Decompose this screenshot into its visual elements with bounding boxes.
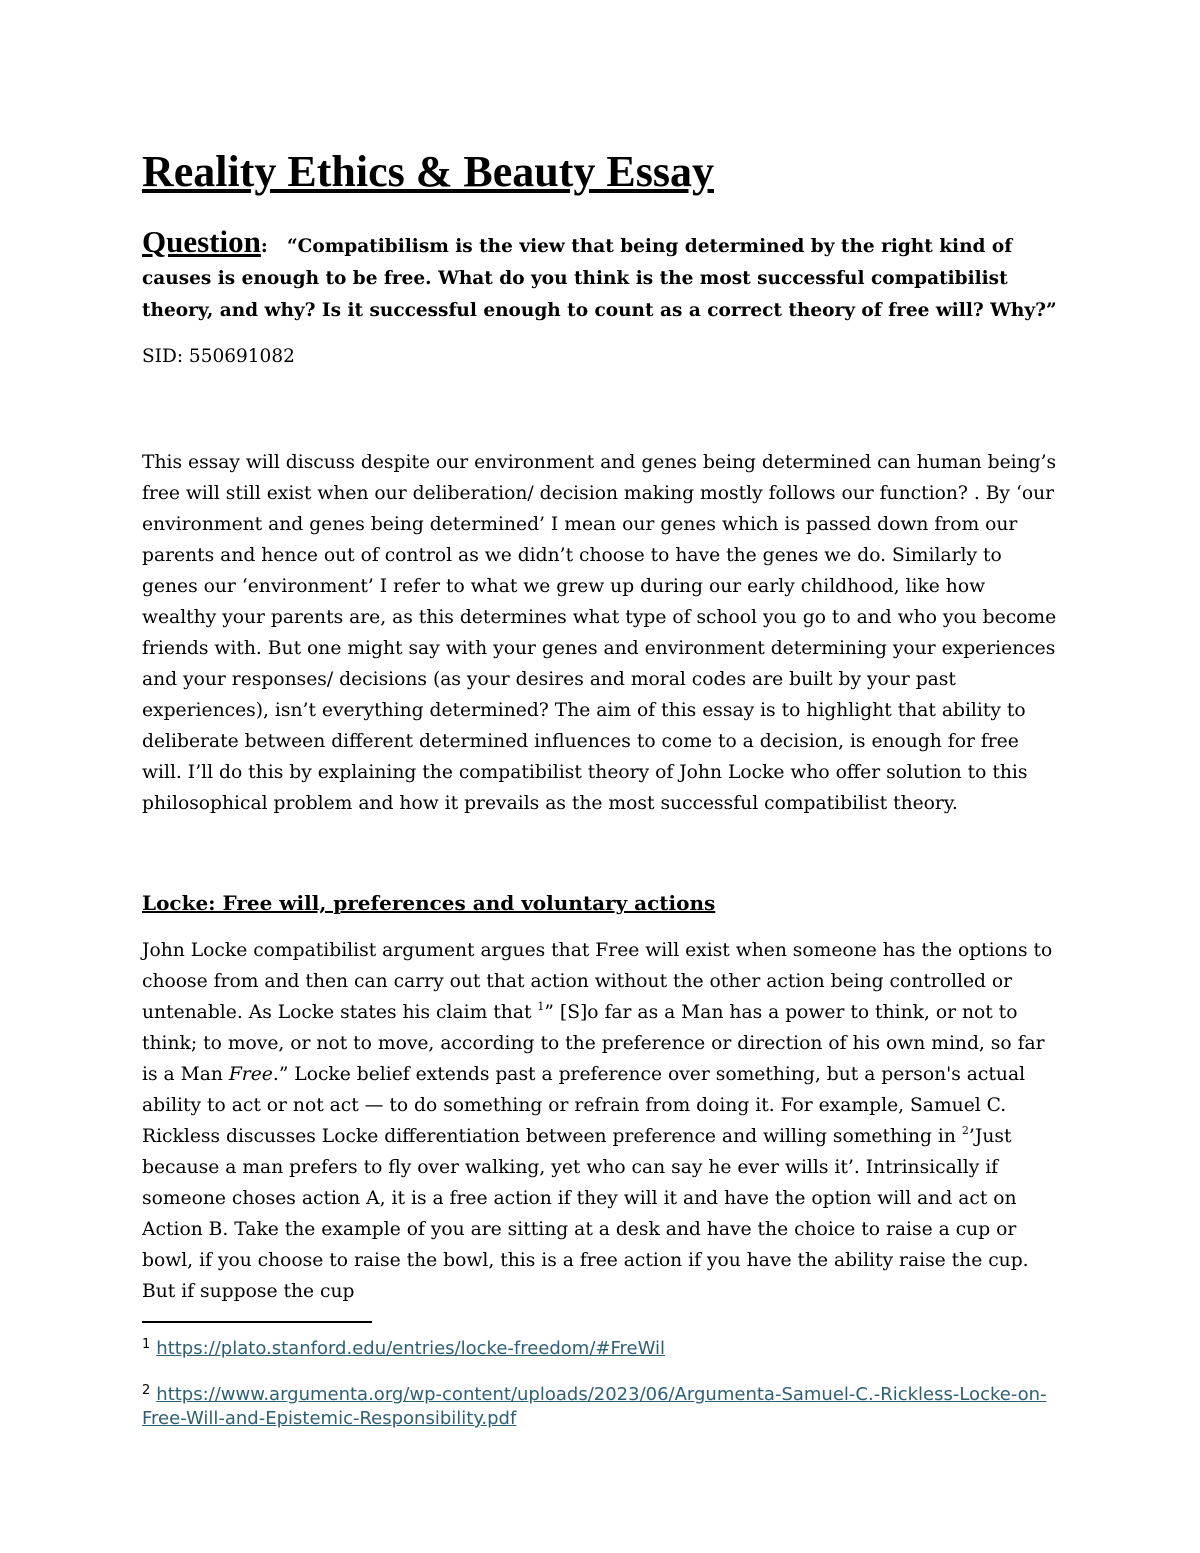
section-text-part-3: .” Locke belief extends past a preference over something, but a person's actual ability to act or not act — to do something or refrain from doing it. For example, Samuel C. Rickless discusses Locke differentiation between preference and willing something in (142, 1064, 1026, 1147)
footnote-link[interactable]: https://plato.stanford.edu/entries/locke-freedom/#FreWil (156, 1338, 666, 1359)
section-text-part-1: John Locke compatibilist argument argues that Free will exist when someone has the options to choose from and then can carry out that action without the other action being controlled or untenable. As Locke states his claim that (142, 940, 1053, 1023)
document-content (142, 148, 1062, 1431)
footnote-2 (142, 1379, 1062, 1431)
section-text-part-4: ’Just because a man prefers to fly over walking, yet who can say he ever wills it’. Intrinsically if someone choses action A, it is a free action if they will it and have the option will and act on Action B. Take the example of you are sitting at a desk and have the choice to raise a cup or bowl, if you choose to raise the bowl, this is a free action if you have the ability raise the cup. But if suppose the cup (142, 1126, 1029, 1302)
question-text: “Compatibilism is the view that being determined by the right kind of causes is enough to be free. What do you think is the most successful compatibilist theory, and why? Is it successful enough to count as a correct theory of free will? Why?” (142, 236, 1057, 321)
footnote-link[interactable]: https://www.argumenta.org/wp-content/uploads/2023/06/Argumenta-Samuel-C.-Rickless-Locke-on-Free-Will-and-Epistemic-Responsibility.pdf (142, 1384, 1047, 1429)
footnote-number: 1 (142, 1337, 151, 1352)
intro-paragraph: This essay will discuss despite our environment and genes being determined can human being’s free will still exist when our deliberation/ decision making mostly follows our function? . By ‘our environment and genes being determined’ I mean our genes which is passed down from our parents and hence out of control as we didn’t choose to have the genes we do. Similarly to genes our ‘environment’ I refer to what we grew up during our early childhood, like how wealthy your parents are, as this determines what type of school you go to and who you become friends with. But one might say with your genes and environment determining your experiences and your responses/ decisions (as your desires and moral codes are built by your past experiences), isn’t everything determined? The aim of this essay is to highlight that ability to deliberate between different determined influences to come to a decision, is enough for free will. I’ll do this by explaining the compatibilist theory of John Locke who offer solution to this philosophical problem and how it prevails as the most successful compatibilist theory. (142, 452, 1057, 814)
student-id: SID: 550691082 (142, 346, 295, 367)
document-title: Reality Ethics & Beauty Essay (142, 147, 714, 196)
italic-free: Free (228, 1064, 273, 1085)
footnote-separator (142, 1321, 372, 1323)
question-block (142, 226, 1062, 327)
footnote-ref-1[interactable]: 1 (537, 1000, 545, 1013)
question-colon: : (260, 236, 268, 257)
section-heading: Locke: Free will, preferences and voluntary actions (142, 891, 716, 915)
section-paragraph (142, 935, 1062, 1307)
footnote-number: 2 (142, 1383, 151, 1398)
footnote-1 (142, 1333, 1062, 1361)
section-text-part-2: ” [S]o far as a Man has a power to think, or not to think; to move, or not to move, according to the preference or direction of his own mind, so far is a Man (142, 1002, 1045, 1085)
question-label: Question (142, 224, 261, 259)
footnote-ref-2[interactable]: 2 (961, 1124, 969, 1137)
